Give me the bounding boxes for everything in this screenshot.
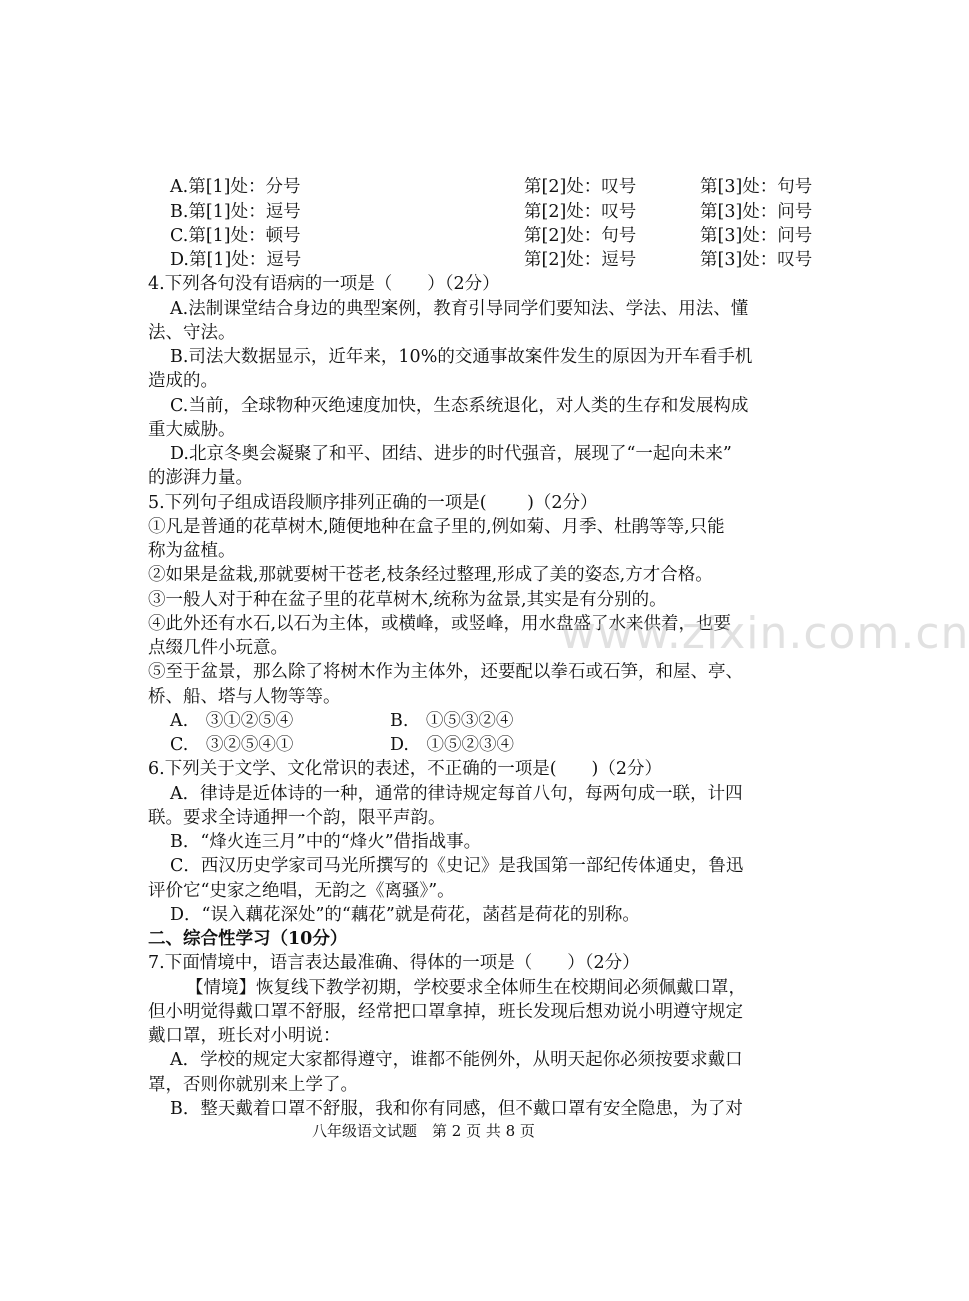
q3-option-letter: A. <box>170 177 189 197</box>
q5-sentence-4: ④此外还有水石,以石为主体，或横峰，或竖峰，用水盘盛了水来供着，也要 <box>148 614 732 634</box>
q3-option-p1: 第[1]处：分号 <box>188 177 301 197</box>
q3-option-d <box>170 248 813 272</box>
q3-option-p1: 第[1]处：逗号 <box>188 202 301 222</box>
q3-option-b <box>170 200 813 224</box>
q6-option-a: A．律诗是近体诗的一种，通常的律诗规定每首八句，每两句成一联，计四 <box>170 784 743 804</box>
q6-option-d: D．“误入藕花深处”的“藕花”就是荷花，菡萏是荷花的别称。 <box>170 905 640 925</box>
q3-option-p3: 第[3]处：问号 <box>700 202 813 222</box>
q3-option-p3: 第[3]处：叹号 <box>700 250 813 270</box>
q5-options-row-1 <box>170 709 514 733</box>
q4-option-a-cont: 法、守法。 <box>148 323 236 343</box>
q3-option-p2: 第[2]处：句号 <box>524 226 637 246</box>
q4-stem: 4.下列各句没有语病的一项是（ ）（2分） <box>148 274 500 294</box>
q3-option-p1: 第[1]处：顿号 <box>188 226 301 246</box>
q4-option-b-cont: 造成的。 <box>148 371 218 391</box>
q5-sentence-4-cont: 点缀几件小玩意。 <box>148 638 288 658</box>
q3-option-c <box>170 224 813 248</box>
q5-sentence-5: ⑤至于盆景，那么除了将树木作为主体外，还要配以拳石或石笋，和屋、亭、 <box>148 662 743 682</box>
q4-option-d: D.北京冬奥会凝聚了和平、团结、进步的时代强音，展现了“一起向未来” <box>170 444 732 464</box>
q4-option-c-cont: 重大威胁。 <box>148 420 236 440</box>
q6-stem: 6.下列关于文学、文化常识的表述，不正确的一项是( )（2分） <box>148 759 662 779</box>
q3-option-letter: D. <box>170 250 189 270</box>
q3-option-letter: B. <box>170 202 189 222</box>
q5-options-row-2 <box>170 733 514 757</box>
q3-option-p2: 第[2]处：叹号 <box>524 177 637 197</box>
q5-sentence-3: ③一般人对于种在盆子里的花草树木,统称为盆景,其实是有分别的。 <box>148 590 667 610</box>
q7-option-a-cont: 罩，否则你就别来上学了。 <box>148 1075 358 1095</box>
q5-option-c: C. ③②⑤④① <box>170 735 294 755</box>
section-heading: 二、综合性学习（10分） <box>148 929 348 949</box>
q3-option-a <box>170 175 813 199</box>
watermark: www.zixin.com.cn <box>560 608 969 659</box>
q3-option-p3: 第[3]处：句号 <box>700 177 813 197</box>
q5-option-d: D. ①⑤②③④ <box>390 735 514 755</box>
q7-stem: 7.下面情境中，语言表达最准确、得体的一项是（ ）（2分） <box>148 953 640 973</box>
q7-option-b: B．整天戴着口罩不舒服，我和你有同感，但不戴口罩有安全隐患，为了对 <box>170 1099 743 1119</box>
q3-option-p3: 第[3]处：问号 <box>700 226 813 246</box>
q3-option-letter: C. <box>170 226 189 246</box>
q6-option-a-cont: 联。要求全诗通押一个韵，限平声韵。 <box>148 808 446 828</box>
q4-option-b: B.司法大数据显示，近年来，10%的交通事故案件发生的原因为开车看手机 <box>170 347 753 367</box>
q7-context: 【情境】恢复线下教学初期，学校要求全体师生在校期间必须佩戴口罩， <box>186 978 746 998</box>
q7-context-cont-2: 戴口罩，班长对小明说： <box>148 1026 341 1046</box>
q5-sentence-1: ①凡是普通的花草树木,随便地种在盒子里的,例如菊、月季、杜鹃等等,只能 <box>148 517 725 537</box>
q5-sentence-2: ②如果是盆栽,那就要树干苍老,枝条经过整理,形成了美的姿态,方才合格。 <box>148 565 713 585</box>
page-footer: 八年级语文试题 第 2 页 共 8 页 <box>312 1122 535 1140</box>
q5-stem: 5.下列句子组成语段顺序排列正确的一项是( )（2分） <box>148 493 598 513</box>
q4-option-a: A.法制课堂结合身边的典型案例，教育引导同学们要知法、学法、用法、懂 <box>170 299 749 319</box>
q3-option-p2: 第[2]处：逗号 <box>524 250 637 270</box>
q5-option-b: B. ①⑤③②④ <box>390 711 514 731</box>
q7-context-cont-1: 但小明觉得戴口罩不舒服，经常把口罩拿掉，班长发现后想劝说小明遵守规定 <box>148 1002 743 1022</box>
q5-sentence-1-cont: 称为盆植。 <box>148 541 236 561</box>
q4-option-d-cont: 的澎湃力量。 <box>148 468 253 488</box>
q6-option-c: C．西汉历史学家司马光所撰写的《史记》是我国第一部纪传体通史，鲁迅 <box>170 856 744 876</box>
q6-option-b: B．“烽火连三月”中的“烽火”借指战事。 <box>170 832 482 852</box>
q4-option-c: C.当前，全球物种灭绝速度加快，生态系统退化，对人类的生存和发展构成 <box>170 396 749 416</box>
q3-option-p1: 第[1]处：逗号 <box>188 250 302 270</box>
q6-option-c-cont: 评价它“史家之绝唱，无韵之《离骚》”。 <box>148 881 455 901</box>
q3-option-p2: 第[2]处：叹号 <box>524 202 637 222</box>
q7-option-a: A．学校的规定大家都得遵守，谁都不能例外，从明天起你必须按要求戴口 <box>170 1050 743 1070</box>
q5-sentence-5-cont: 桥、船、塔与人物等等。 <box>148 687 341 707</box>
q5-option-a: A. ③①②⑤④ <box>170 711 294 731</box>
